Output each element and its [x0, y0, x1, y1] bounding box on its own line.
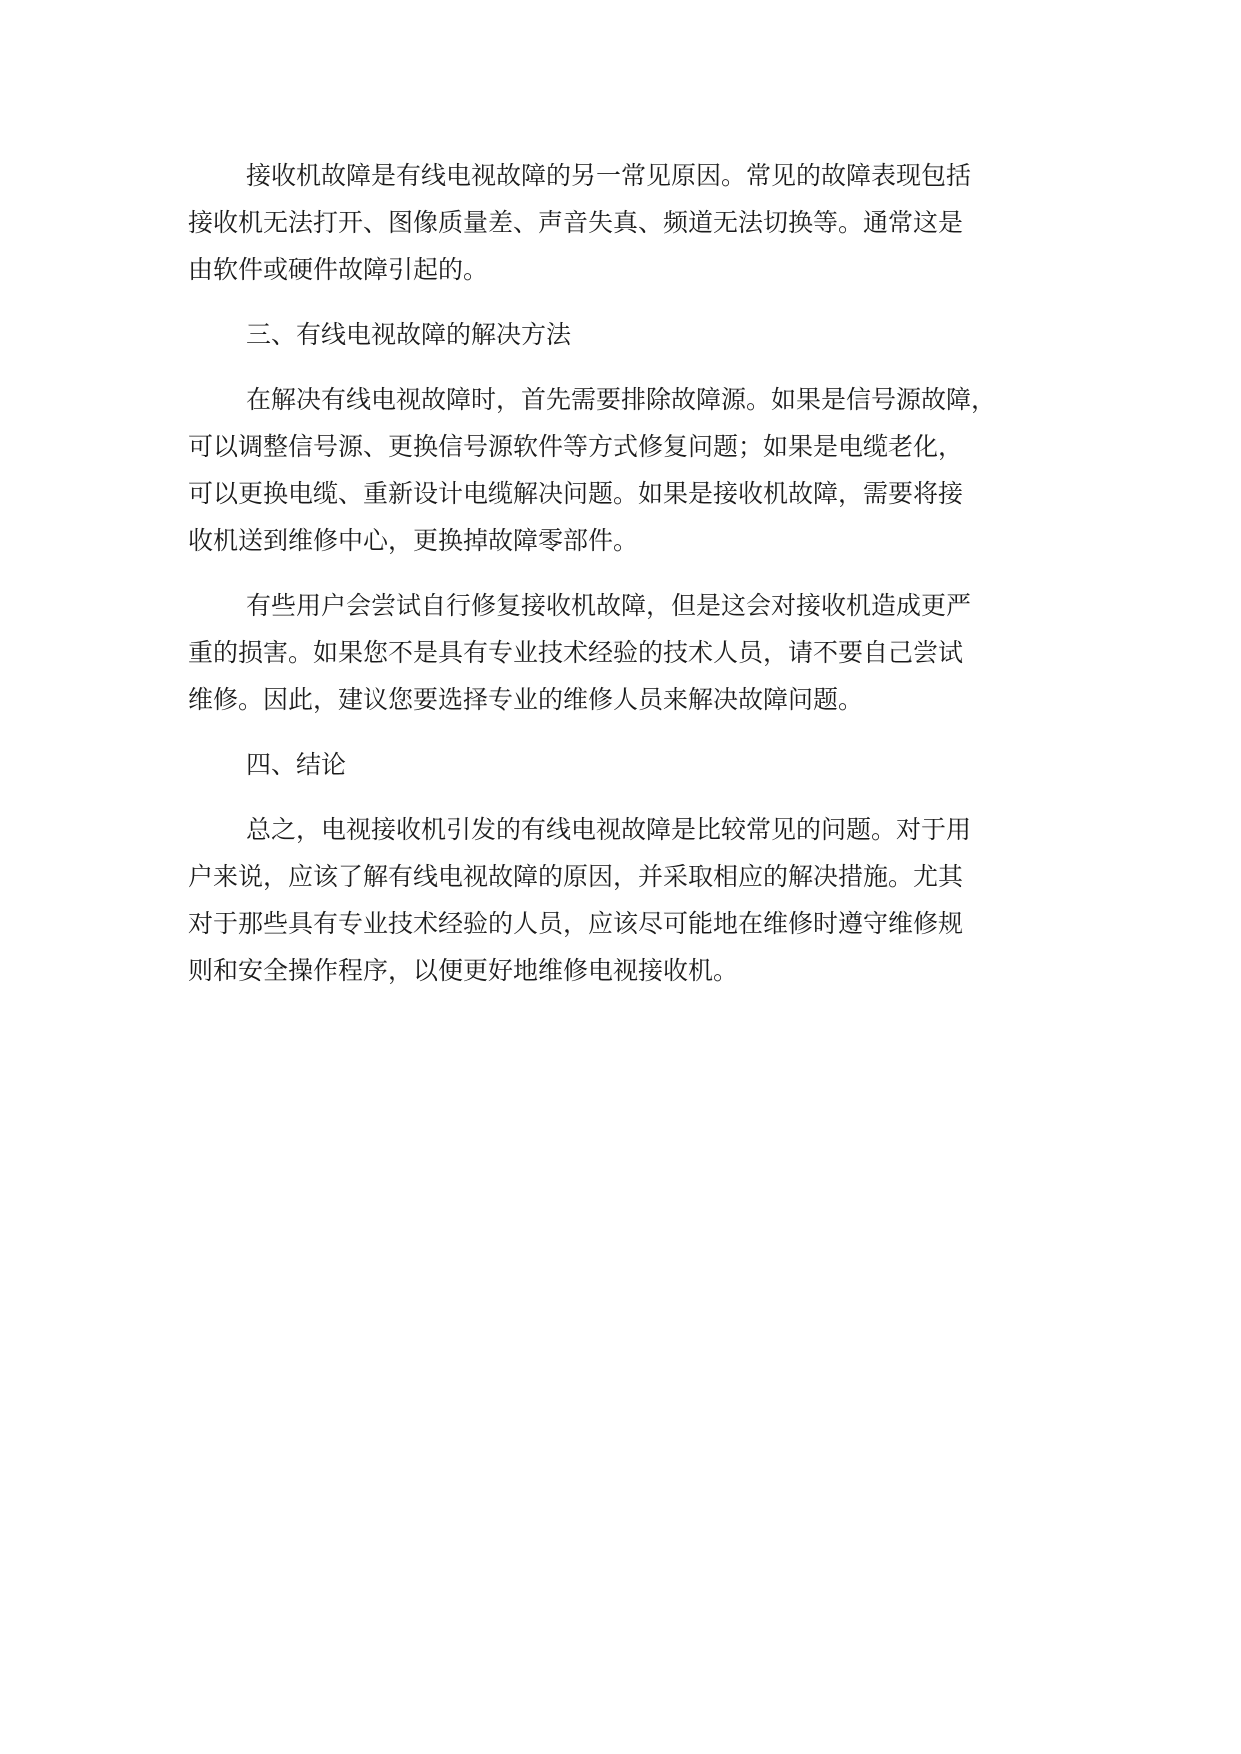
paragraph-line: 可以调整信号源、更换信号源软件等方式修复问题；如果是电缆老化，: [188, 432, 964, 461]
paragraph-line: 收机送到维修中心，更换掉故障零部件。: [188, 526, 639, 555]
section-heading-conclusion: [188, 741, 1088, 788]
paragraph-line: 则和安全操作程序，以便更好地维修电视接收机。: [188, 956, 739, 985]
paragraph-line: 有些用户会尝试自行修复接收机故障，但是这会对接收机造成更严: [246, 591, 972, 620]
paragraph-line: 对于那些具有专业技术经验的人员，应该尽可能地在维修时遵守维修规: [188, 909, 964, 938]
paragraph-line: 在解决有线电视故障时，首先需要排除故障源。如果是信号源故障，: [246, 385, 997, 414]
paragraph-line: 维修。因此，建议您要选择专业的维修人员来解决故障问题。: [188, 685, 864, 714]
document-body: [188, 152, 1088, 994]
paragraph-self-repair-warning: [188, 582, 1088, 723]
paragraph-line: 户来说，应该了解有线电视故障的原因，并采取相应的解决措施。尤其: [188, 862, 964, 891]
paragraph-conclusion: [188, 806, 1088, 994]
paragraph-line: 接收机无法打开、图像质量差、声音失真、频道无法切换等。通常这是: [188, 208, 964, 237]
section-heading: 三、有线电视故障的解决方法: [246, 320, 572, 349]
paragraph-line: 可以更换电缆、重新设计电缆解决问题。如果是接收机故障，需要将接: [188, 479, 964, 508]
paragraph-solutions: [188, 376, 1088, 564]
paragraph-line: 重的损害。如果您不是具有专业技术经验的技术人员，请不要自己尝试: [188, 638, 964, 667]
paragraph-line: 总之，电视接收机引发的有线电视故障是比较常见的问题。对于用: [246, 815, 972, 844]
paragraph-receiver-fault: [188, 152, 1088, 293]
paragraph-line: 由软件或硬件故障引起的。: [188, 255, 489, 284]
section-heading: 四、结论: [246, 750, 347, 779]
paragraph-line: 接收机故障是有线电视故障的另一常见原因。常见的故障表现包括: [246, 161, 972, 190]
section-heading-solutions: [188, 311, 1088, 358]
